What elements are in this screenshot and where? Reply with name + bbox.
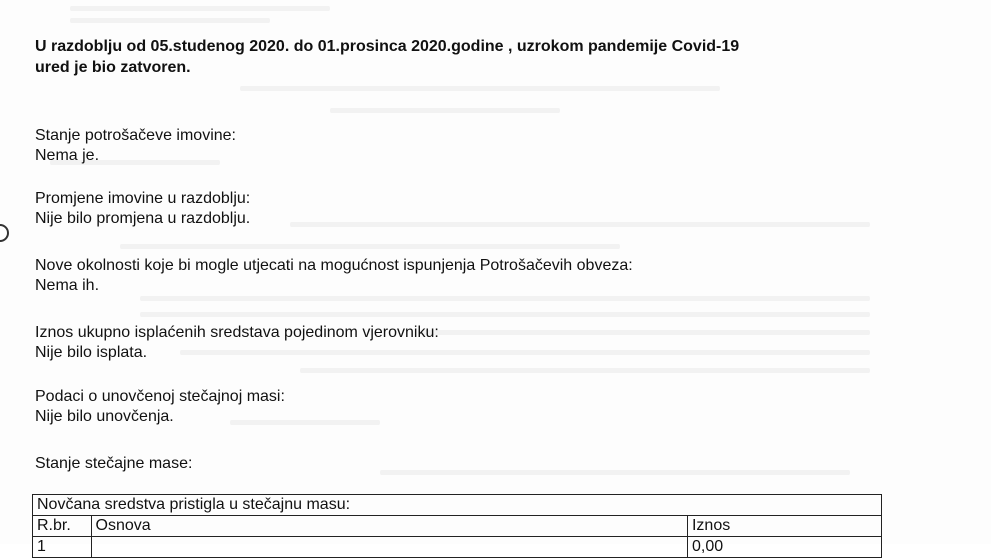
section-asset-changes <box>35 189 250 229</box>
column-header-rbr: R.br. <box>33 516 92 537</box>
office-closed-notice <box>35 36 915 78</box>
estate-funds-table <box>32 494 882 558</box>
cell-osnova <box>91 537 687 558</box>
section-value: Nije bilo isplata. <box>35 344 148 361</box>
column-header-osnova: Osnova <box>91 516 687 537</box>
section-new-circumstances <box>35 256 633 296</box>
section-value: Nema ih. <box>35 277 100 294</box>
bleed-through-line <box>240 86 720 91</box>
section-label: Podaci o unovčenoj stečajnoj masi: <box>35 388 285 405</box>
section-label: Promjene imovine u razdoblju: <box>35 190 251 207</box>
section-value: Nije bilo unovčenja. <box>35 408 174 425</box>
bleed-through-line <box>140 296 870 301</box>
cell-rbr: 1 <box>33 537 92 558</box>
bleed-through-line <box>380 470 850 475</box>
section-consumer-assets <box>35 126 236 166</box>
bleed-through-line <box>300 368 870 373</box>
bleed-through-line <box>420 330 870 335</box>
section-liquidated-estate <box>35 387 285 427</box>
bleed-through-line <box>140 312 870 317</box>
section-label: Stanje potrošačeve imovine: <box>35 127 236 144</box>
table-title: Novčana sredstva pristigla u stečajnu masu: <box>33 495 882 516</box>
bleed-through-line <box>120 244 620 249</box>
notice-line-2: ured je bio zatvoren. <box>35 59 191 76</box>
punch-hole <box>0 224 9 242</box>
column-header-iznos: Iznos <box>687 516 881 537</box>
cell-iznos: 0,00 <box>687 537 881 558</box>
notice-line-1: U razdoblju od 05.studenog 2020. do 01.prosinca 2020.godine , uzrokom pandemije Covid-19 <box>35 38 740 55</box>
bleed-through-line <box>290 222 870 227</box>
section-estate-status <box>35 454 192 474</box>
bleed-through-line <box>70 18 270 23</box>
bleed-through-line <box>70 6 330 11</box>
estate-heading: Stanje stečajne mase: <box>35 455 193 472</box>
section-label: Nove okolnosti koje bi mogle utjecati na mogućnost ispunjenja Potrošačevih obveza: <box>35 257 633 274</box>
section-label: Iznos ukupno isplaćenih sredstava pojedinom vjerovniku: <box>35 324 439 341</box>
section-creditor-payments <box>35 323 439 363</box>
table-title-row <box>33 495 882 516</box>
section-value: Nije bilo promjena u razdoblju. <box>35 210 251 227</box>
table-row <box>33 537 882 558</box>
bleed-through-line <box>330 108 560 113</box>
section-value: Nema je. <box>35 147 100 164</box>
table-header-row <box>33 516 882 537</box>
